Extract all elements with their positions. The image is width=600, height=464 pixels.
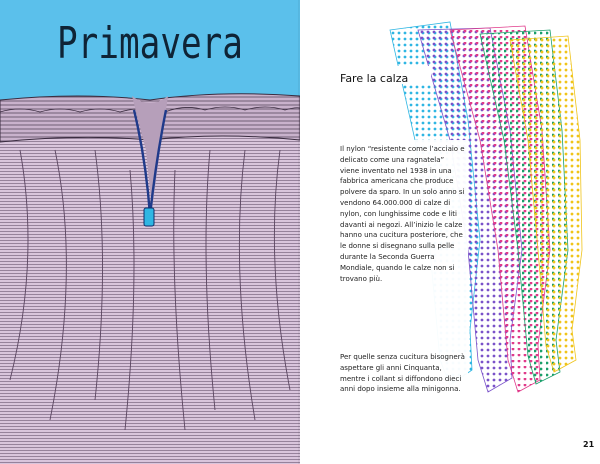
right-page xyxy=(300,0,600,464)
page-title: Primavera xyxy=(57,18,243,69)
article-paragraph-1: Il nylon “resistente come l’acciaio e delicato come una ragnatela” viene inventato nel 1938 in una fabbrica americana che produce polvere da sparo. In un solo anno si vendono 64.000.000 di calze di nylon, con lunghissime code e liti davanti ai negozi. All’inizio le calze hanno una cucitura posteriore, che le donne si disegnano sulla pelle durante la Seconda Guerra Mondiale, quando le calze non si trovano più. xyxy=(340,145,465,283)
page-number: 21 xyxy=(583,440,595,449)
article-heading: Fare la calza xyxy=(340,72,409,85)
article-paragraph-2: Per quelle senza cucitura bisognerà aspettare gli anni Cinquanta, mentre i collant si diffondono dieci anni dopo insieme alla minigonna. xyxy=(340,353,465,394)
